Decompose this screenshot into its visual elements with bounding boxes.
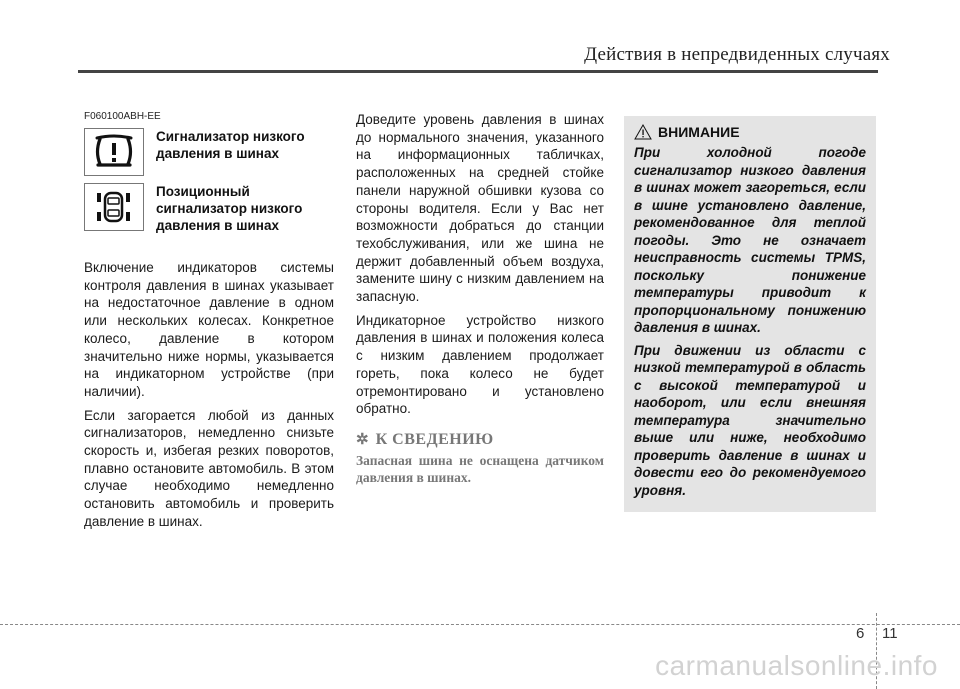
footer-rule [0,624,960,625]
warning-heading [634,124,740,140]
left-paragraph-2: Если загорается любой из данных сигнализаторов, немедленно снизьте скорость и, избегая резких поворотов, плавно остановите автомобиль. В этом случае необходимо немедленно остановить автомобиль и проверить давление в шинах. [84,407,334,529]
label-line: Сигнализатор низкого [156,129,305,144]
left-paragraph-1: Включение индикаторов системы контроля давления в шинах указывает на недостаточное давление в одном или нескольких колесах. Конкретное колесо, давление в котором значительно ниже нормы, указывается на индикаторном устройстве (при наличии). [84,260,334,399]
label-line: Позиционный [156,184,250,199]
label-line: сигнализатор низкого [156,201,303,216]
asterisk-icon: ✲ [356,432,370,448]
tpms-warning-label [156,128,305,162]
section-code: F060100ABH-EE [84,111,161,122]
tpms-warning-icon [84,128,144,176]
label-line: давления в шинах [156,218,279,233]
header-rule [78,70,878,73]
label-line: давления в шинах [156,146,279,161]
watermark: carmanualsonline.info [655,650,938,681]
warning-triangle-icon [634,124,652,140]
chapter-number: 6 [856,625,865,642]
note-heading [356,430,494,449]
middle-paragraph-1: Доведите уровень давления в шинах до нормального значения, указанного на информационных табличках, расположенных на средней стойке панели наружной обшивки кузова со стороны водителя. Если у Вас нет возможности добраться до станции техобслуживания, или же шина не держит добавленный объем воздуха, замените шину с низким давлением на запасную. [356,112,604,305]
tpms-position-icon [84,183,144,231]
warning-paragraph-1: При холодной погоде сигнализатор низкого давления в шинах может загореться, если в шине установлено давление, рекомендованное для теплой погоды. Это не означает неисправность системы TPMS, поскольку понижение температуры приводит к пропорциональному понижению давления в шинах. [634,145,866,335]
warning-text [634,144,866,504]
middle-paragraph-2: Индикаторное устройство низкого давления в шинах и положения колеса с низким давлением продолжает гореть, пока колесо не будет отремонтировано и установлено обратно. [356,312,604,417]
note-title: К СВЕДЕНИЮ [375,431,494,448]
warning-title: ВНИМАНИЕ [658,124,740,140]
left-column [84,259,334,537]
note-text: Запасная шина не оснащена датчиком давления в шинах. [356,453,604,485]
page-number: 11 [882,625,898,642]
tpms-position-label [156,183,302,234]
page-header-title: Действия в непредвиденных случаях [584,44,890,65]
middle-column [356,111,604,424]
warning-paragraph-2: При движении из области с низкой температурой в область с высокой температурой и наоборот, или если внешняя температура значительно выше или ниже, необходимо проверить давление в шинах и довести его до рекомендуемого уровня. [634,342,866,498]
